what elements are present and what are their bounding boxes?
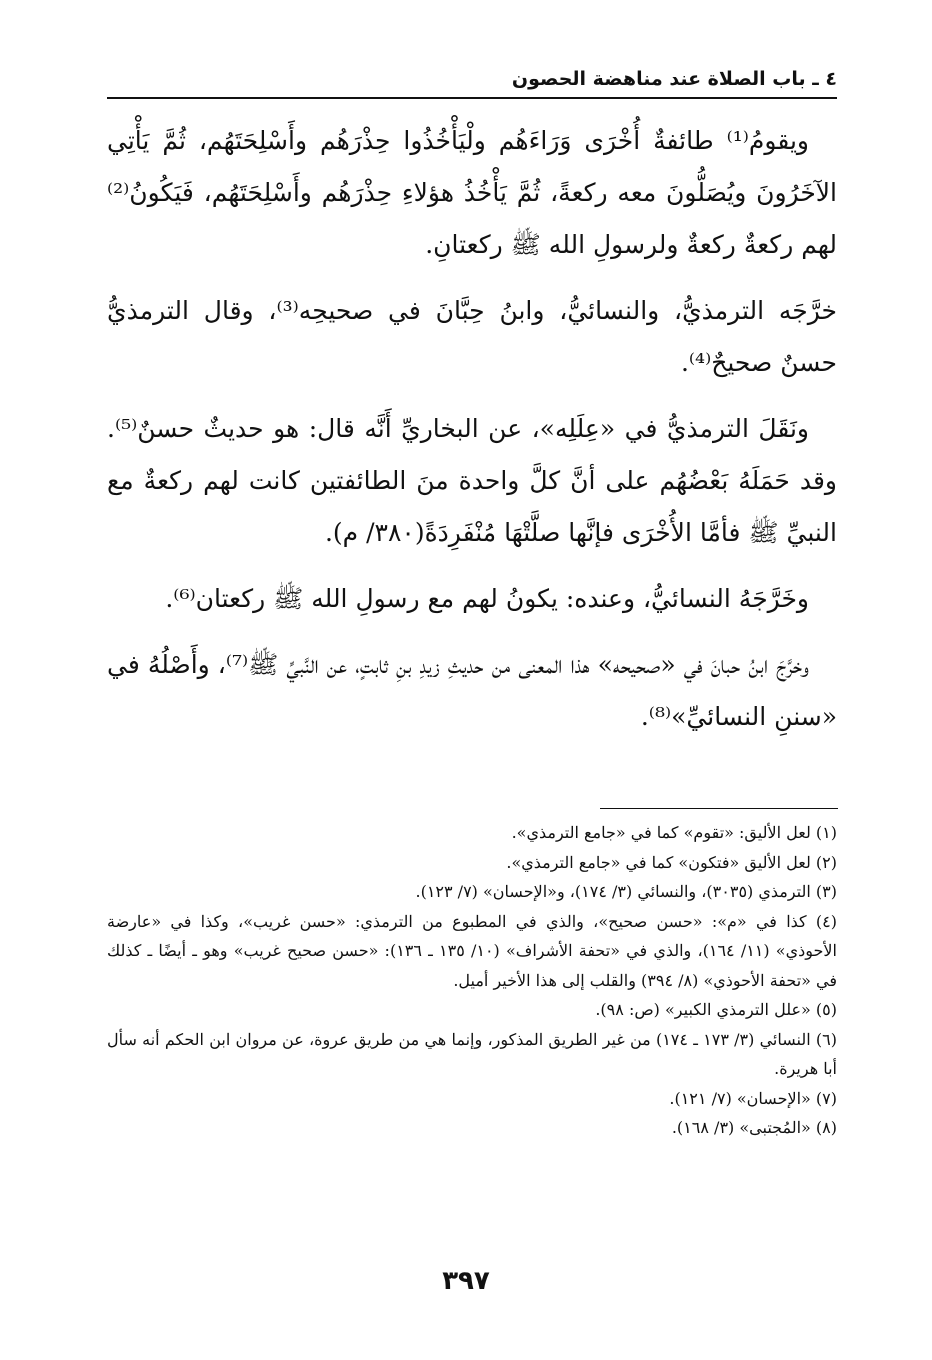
paragraph-2: خرَّجَه الترمذيُّ، والنسائيُّ، وابنُ حِبَّانَ في صحيحِه⁽³⁾، وقال الترمذيُّ حسنٌ صحيحٌ⁽⁴⁾. xyxy=(107,296,837,377)
footnote-1: (١) لعل الأليق: «تقوم» كما في «جامع الترمذي». xyxy=(511,823,837,842)
footnote-8: (٨) «المُجتبى» (٣/ ١٦٨). xyxy=(671,1118,837,1137)
footnote-3: (٣) الترمذي (٣٠٣٥)، والنسائي (٣/ ١٧٤)، و«الإحسان» (٧/ ١٢٣). xyxy=(415,882,837,901)
footnote-5: (٥) «علل الترمذي الكبير» (ص: ٩٨). xyxy=(595,1000,837,1019)
footnote-7: (٧) «الإحسان» (٧/ ١٢١). xyxy=(669,1088,837,1108)
running-header xyxy=(107,66,837,96)
footnotes xyxy=(107,818,837,1143)
footnote-6: (٦) النسائي (٣/ ١٧٣ ـ ١٧٤) من غير الطريق المذكور، وإنما هي من طريق عروة، عن مروان ابن الحكم أنه سأل أبا هريرة. xyxy=(107,1029,837,1078)
chapter-title: ٤ ـ باب الصلاة عند مناهضة الحصون xyxy=(511,68,837,90)
paragraph-3: ونَقَلَ الترمذيُّ في «عِلَلِه»، عن البخاريِّ أَنَّه قال: هو حديثٌ حسنٌ⁽⁵⁾. وقد حَمَلَهُ بَعْضُهُم على أنَّ كلَّ واحدة منَ الطائفتين كانت لهم ركعةٌ مع النبيِّ ﷺ فأمَّا الأُخْرَى فإنَّها صلَّتْهَا مُنْفَرِدَةً(٣٨٠/ م). xyxy=(107,414,837,547)
page-number: ٣٩٧ xyxy=(442,1266,490,1296)
footnote-2: (٢) لعل الأليق «فتكون» كما في «جامع الترمذي». xyxy=(506,852,837,872)
main-text xyxy=(107,115,837,757)
header-divider xyxy=(107,97,837,99)
footnote-divider xyxy=(600,808,838,809)
paragraph-5: وخرَّجَ ابنُ حبانَ في «صحيحه» هذا المعنى من حديثِ زيدِ بنِ ثابتٍ، عن النَّبيِّ ﷺ⁽⁷⁾، وأَصْلُهُ في «سننِ النسائيِّ»⁽⁸⁾. xyxy=(107,650,837,731)
paragraph-1: ويقومُ⁽¹⁾ طائفةٌ أُخْرَى وَرَاءَهُم ولْيَأْخُذُوا حِذْرَهُم وأَسْلِحَتَهُم، ثُمَّ يَأْتِي الآخَرُونَ ويُصَلُّونَ معه ركعةً، ثُمَّ يَأْخُذُ هؤلاءِ حِذْرَهُم وأَسْلِحَتَهُم، فَيَكُونُ⁽²⁾ لهم ركعةٌ ركعةٌ ولرسولِ الله ﷺ ركعتانِ. xyxy=(107,126,837,259)
footnote-4: (٤) كذا في «م»: «حسن صحيح»، والذي في المطبوع من الترمذي: «حسن غريب»، وكذا في «عارضة الأحوذي» (١١/ ١٦٤)، والذي في «تحفة الأشراف» (١٠/ ١٣٥ ـ ١٣٦): «حسن صحيح غريب» وهو ـ أيضًا ـ كذلك في «تحفة الأحوذي» (٨/ ٣٩٤) والقلب إلى هذا الأخير أميل. xyxy=(107,911,838,990)
paragraph-4: وخَرَّجَهُ النسائيُّ، وعنده: يكونُ لهم مع رسولِ الله ﷺ ركعتان⁽⁶⁾. xyxy=(165,584,809,613)
